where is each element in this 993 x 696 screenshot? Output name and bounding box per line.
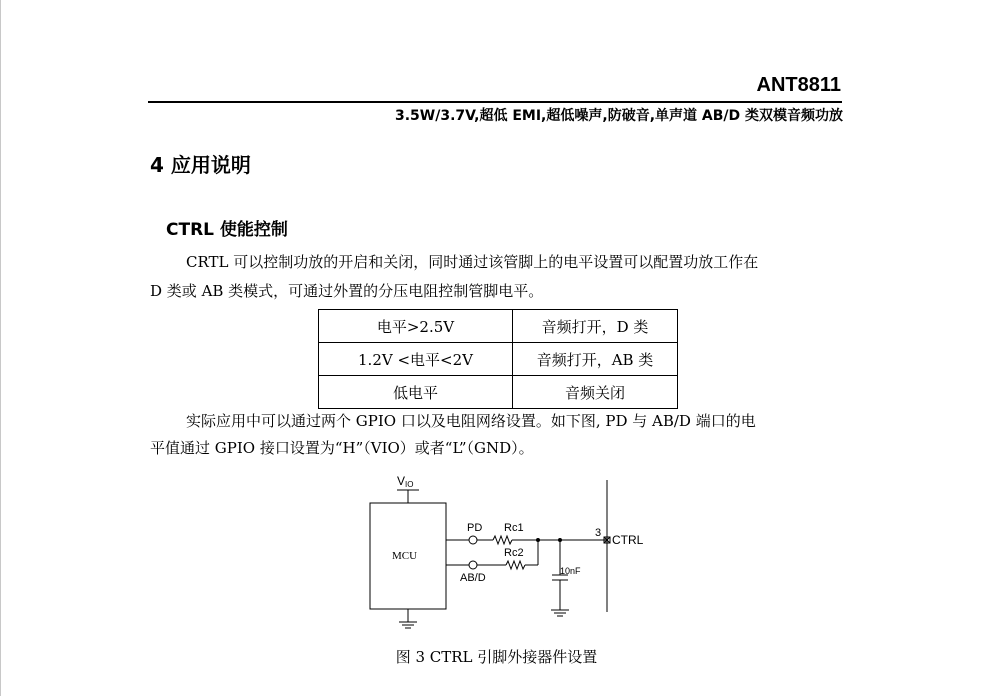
document-subtitle: 3.5W/3.7V,超低 EMI,超低噪声,防破音,单声道 AB/D 类双模音频功放 — [394, 108, 843, 124]
table-row — [319, 343, 678, 376]
figure-caption: 图 3 CTRL 引脚外接器件设置 — [395, 648, 598, 666]
cap-value-label: 10nF — [560, 566, 581, 576]
header-rule — [148, 101, 842, 103]
rc1-label: Rc1 — [504, 522, 524, 534]
table-cell-level: 电平>2.5V — [319, 310, 513, 343]
paragraph2-line2: 平值通过 GPIO 接口设置为“H”（VIO）或者“L”（GND）。 — [150, 439, 534, 457]
pd-pin — [469, 536, 477, 544]
resistor-rc2 — [506, 561, 525, 569]
table-row — [319, 310, 678, 343]
section-title: 4 应用说明 — [150, 153, 251, 177]
table-cell-mode: 音频打开，AB 类 — [513, 343, 678, 376]
abd-pin — [469, 561, 477, 569]
paragraph2-line1: 实际应用中可以通过两个 GPIO 口以及电阻网络设置。如下图, PD 与 AB/D 端口的电 — [186, 412, 756, 430]
mcu-label: MCU — [392, 550, 418, 562]
subsection-title: CTRL 使能控制 — [166, 220, 288, 240]
resistor-rc1 — [493, 536, 512, 544]
table-cell-mode: 音频关闭 — [513, 376, 678, 409]
page-left-edge — [0, 0, 1, 696]
document-code: ANT8811 — [756, 74, 841, 96]
junction-dot — [536, 538, 540, 542]
pd-label: PD — [467, 522, 483, 534]
ctrl-mode-table — [318, 309, 678, 409]
ctrl-label: CTRL — [612, 533, 644, 547]
rc2-label: Rc2 — [504, 547, 524, 559]
junction-dot — [558, 538, 562, 542]
ctrl-circuit-diagram — [350, 470, 670, 635]
paragraph1-line1: CRTL 可以控制功放的开启和关闭，同时通过该管脚上的电平设置可以配置功放工作在 — [186, 253, 759, 271]
abd-label: AB/D — [460, 572, 486, 584]
pin-number-label: 3 — [595, 527, 602, 539]
paragraph1-line2: D 类或 AB 类模式，可通过外置的分压电阻控制管脚电平。 — [150, 282, 544, 300]
table-cell-level: 1.2V <电平<2V — [319, 343, 513, 376]
table-cell-mode: 音频打开，D 类 — [513, 310, 678, 343]
vio-label: VIO — [397, 474, 414, 489]
table-cell-level: 低电平 — [319, 376, 513, 409]
table-row — [319, 376, 678, 409]
